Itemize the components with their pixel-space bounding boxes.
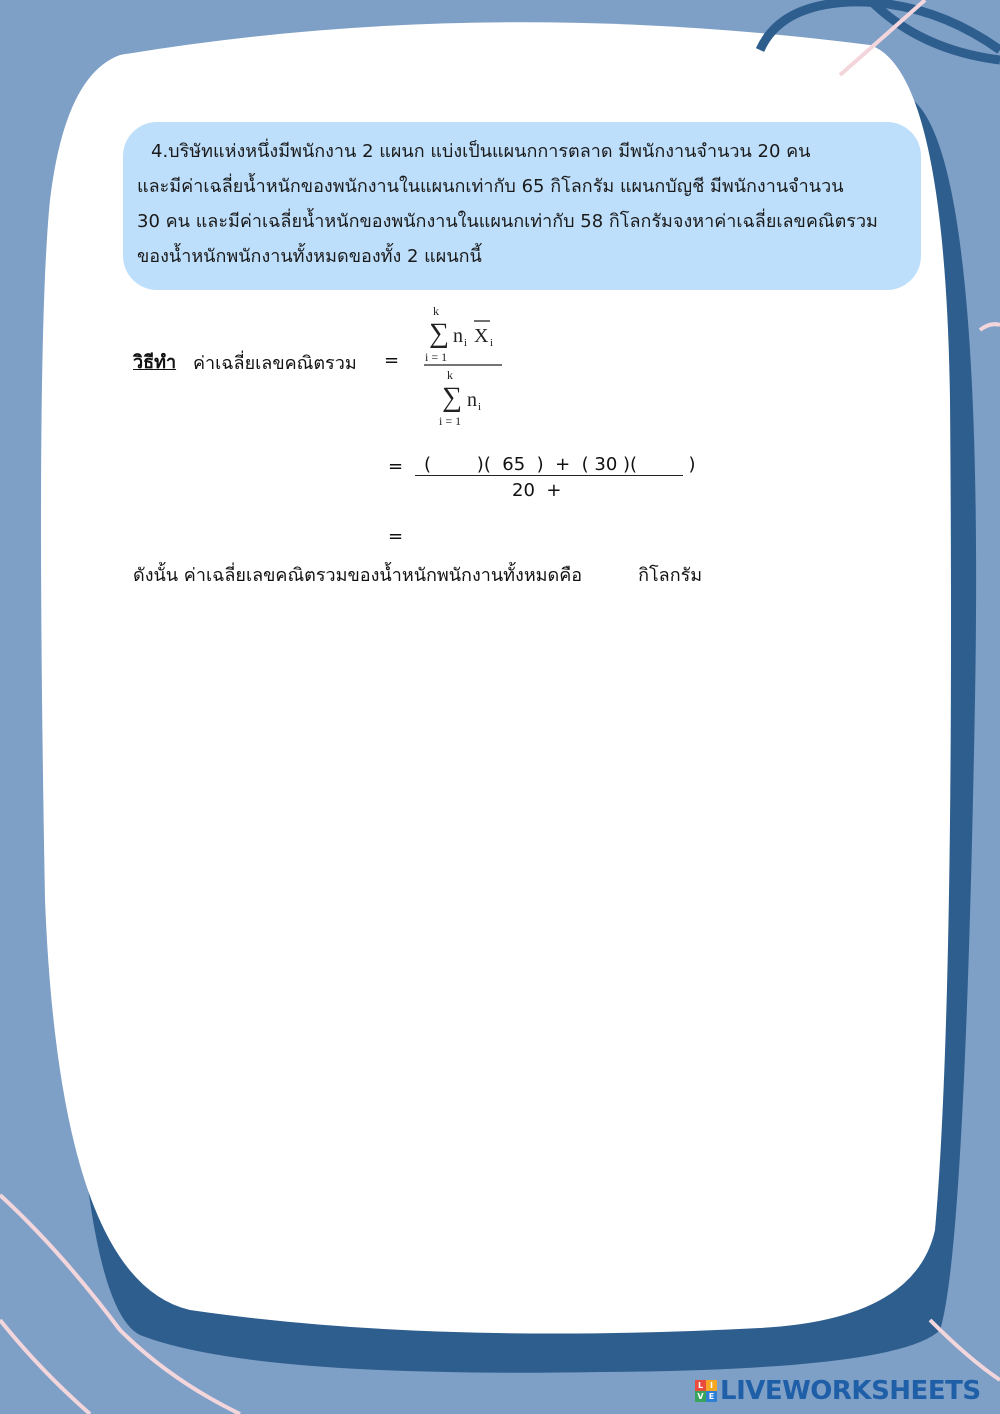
liveworksheets-badge-icon bbox=[695, 1380, 717, 1402]
formula-sum-top-2: k bbox=[447, 368, 453, 382]
badge-letter-e: E bbox=[706, 1391, 717, 1402]
formula-x: X bbox=[474, 325, 489, 347]
formula-sum-bottom-1: i = 1 bbox=[425, 350, 448, 364]
question-line-4: ของน้ำหนักพนักงานทั้งหมดของทั้ง 2 แผนกนี้ bbox=[137, 246, 482, 267]
formula-n-sub-1: i bbox=[464, 337, 468, 349]
question-line-2: และมีค่าเฉลี่ยน้ำหนักของพนักงานในแผนกเท่ากับ 65 กิโลกรัม แผนกบัญชี มีพนักงานจำนวน bbox=[137, 176, 844, 197]
question-line-3: 30 คน และมีค่าเฉลี่ยน้ำหนักของพนักงานในแผนกเท่ากับ 58 กิโลกรัมจงหาค่าเฉลี่ยเลขคณิตรวม bbox=[137, 211, 878, 232]
substitution-numerator: ( )( 65 ) + ( 30 )( ) bbox=[424, 454, 696, 475]
combined-mean-formula bbox=[420, 302, 510, 426]
question-box bbox=[123, 122, 921, 290]
badge-letter-l: L bbox=[695, 1380, 706, 1391]
badge-letter-v: V bbox=[695, 1391, 706, 1402]
formula-n-sub-2: i bbox=[478, 401, 482, 413]
formula-sum-top-1: k bbox=[433, 304, 439, 318]
formula-x-sub: i bbox=[490, 337, 494, 349]
equals-sign-3: = bbox=[388, 526, 404, 547]
formula-sigma-2: ∑ bbox=[442, 382, 462, 413]
formula-sum-bottom-2: i = 1 bbox=[439, 414, 462, 426]
substitution-fraction-bar bbox=[415, 475, 683, 476]
question-line-1: 4.บริษัทแห่งหนึ่งมีพนักงาน 2 แผนก แบ่งเป็นแผนกการตลาด มีพนักงานจำนวน 20 คน bbox=[151, 141, 811, 162]
liveworksheets-wordmark: LIVEWORKSHEETS bbox=[720, 1376, 981, 1406]
badge-letter-i: I bbox=[706, 1380, 717, 1391]
liveworksheets-logo bbox=[695, 1376, 981, 1406]
formula-n-1: n bbox=[453, 325, 463, 347]
substitution-denominator: 20 + bbox=[512, 480, 562, 501]
combined-mean-label: ค่าเฉลี่ยเลขคณิตรวม bbox=[193, 353, 357, 374]
conclusion-unit: กิโลกรัม bbox=[638, 565, 703, 586]
formula-sigma-1: ∑ bbox=[429, 318, 449, 349]
equals-sign-2: = bbox=[388, 456, 404, 477]
method-label: วิธีทำ bbox=[133, 352, 177, 373]
formula-n-2: n bbox=[467, 389, 477, 411]
conclusion-text: ดังนั้น ค่าเฉลี่ยเลขคณิตรวมของน้ำหนักพนักงานทั้งหมดคือ bbox=[133, 565, 583, 586]
equals-sign-1: = bbox=[384, 350, 400, 371]
conclusion-line bbox=[133, 560, 702, 589]
